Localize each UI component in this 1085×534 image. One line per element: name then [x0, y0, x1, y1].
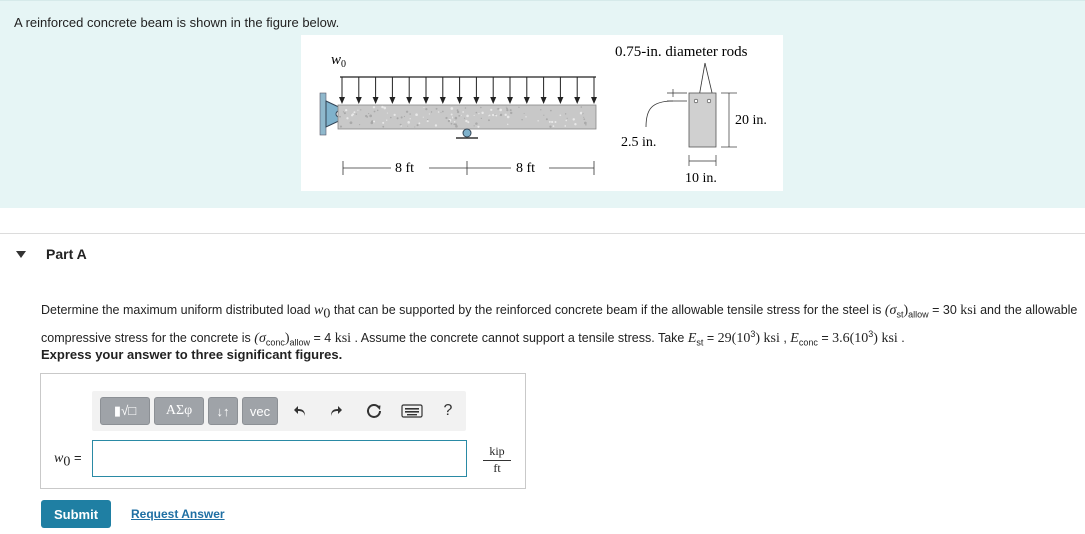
beam-speckle-dot — [521, 119, 522, 120]
beam-speckle-dot — [453, 123, 455, 125]
answer-variable — [54, 450, 82, 471]
beam-speckle-dot — [564, 125, 566, 127]
part-title: Part A — [46, 246, 87, 262]
beam-speckle-dot — [431, 111, 432, 112]
beam-speckle-dot — [359, 124, 360, 125]
problem-w: w — [314, 303, 324, 318]
beam-speckle-dot — [407, 121, 410, 124]
cover-leader — [646, 101, 673, 127]
beam-speckle-dot — [454, 121, 456, 123]
beam-speckle-dot — [583, 117, 584, 118]
beam-speckle-dot — [423, 117, 424, 118]
beam-speckle-dot — [425, 108, 427, 110]
sigma-st-close: ) — [903, 303, 909, 318]
ksi-2: ksi — [334, 330, 352, 346]
request-answer-link[interactable]: Request Answer — [131, 507, 225, 521]
beam-speckle-dot — [374, 111, 376, 113]
beam-speckle-dot — [540, 109, 541, 110]
keyboard-icon[interactable] — [398, 399, 426, 423]
beam-speckle-dot — [553, 125, 555, 127]
beam-speckle-dot — [407, 126, 408, 127]
beam-speckle-dot — [507, 124, 508, 125]
sigma-conc-sub: conc — [265, 337, 285, 348]
beam-speckle-dot — [500, 114, 503, 117]
unit-denominator: ft — [493, 461, 501, 475]
eq-1: = 30 — [928, 303, 961, 317]
e-st: E — [687, 330, 697, 346]
beam-speckle-dot — [415, 113, 418, 116]
beam-speckle-dot — [467, 121, 469, 123]
roller — [463, 129, 471, 137]
beam-speckle-dot — [481, 112, 483, 114]
sigma-conc-close: ) — [284, 330, 290, 346]
beam-speckle-dot — [543, 115, 544, 116]
beam-speckle-dot — [386, 119, 387, 120]
unit-numerator: kip — [483, 444, 511, 461]
beam-speckle-dot — [546, 118, 548, 120]
e-st-close: ) ksi — [755, 330, 780, 346]
span-right-label: 8 ft — [516, 161, 536, 176]
answer-eq: = — [70, 450, 82, 465]
beam-speckle-dot — [429, 113, 430, 114]
load-label: w — [331, 52, 342, 68]
load-arrowhead — [574, 97, 580, 104]
express-instruction: Express your answer to three significant figures. — [41, 347, 343, 362]
part-divider — [0, 233, 1085, 234]
beam-speckle-dot — [340, 126, 342, 128]
load-label-sub: 0 — [341, 59, 346, 70]
rods-leader-1 — [699, 63, 705, 97]
beam-speckle-dot — [436, 108, 438, 110]
beam-speckle-dot — [387, 113, 388, 114]
beam-figure — [301, 35, 783, 191]
load-arrowhead — [591, 97, 597, 104]
load-arrowhead — [473, 97, 479, 104]
e-conc: E — [790, 330, 799, 346]
beam-speckle-dot — [382, 122, 384, 124]
beam-speckle-dot — [518, 107, 519, 108]
problem-text-2: that can be supported by the reinforced concrete beam if the allowable tensile stress for the steel is — [330, 303, 885, 317]
problem-text-1: Determine the maximum uniform distributed load — [41, 303, 315, 317]
beam-speckle-dot — [409, 113, 411, 115]
beam-speckle-dot — [345, 109, 347, 111]
intro-panel — [0, 0, 1085, 208]
beam-speckle-dot — [373, 106, 375, 108]
beam-speckle-dot — [574, 123, 576, 125]
e-st-exp: 3 — [750, 328, 756, 339]
problem-statement — [41, 301, 1081, 352]
load-arrowhead — [457, 97, 463, 104]
beam-speckle-dot — [481, 118, 482, 119]
cross-section — [689, 93, 716, 147]
answer-var: w — [54, 451, 64, 466]
beam-speckle-dot — [494, 114, 495, 115]
vec-button[interactable]: vec — [242, 397, 278, 425]
rods-label: 0.75-in. diameter rods — [615, 44, 748, 60]
beam-speckle-dot — [455, 117, 458, 120]
beam-speckle-dot — [506, 107, 507, 108]
e-conc-sub: conc — [798, 337, 818, 348]
beam-speckle-dot — [488, 119, 490, 121]
rod-1 — [694, 99, 698, 103]
beam-speckle-dot — [524, 113, 525, 114]
beam-speckle-dot — [488, 115, 489, 116]
beam-speckle-dot — [506, 109, 508, 111]
beam-speckle-dot — [369, 115, 372, 118]
beam-speckle-dot — [451, 123, 453, 125]
beam-speckle-dot — [410, 118, 411, 119]
beam-speckle-dot — [477, 126, 479, 128]
beam-speckle-dot — [440, 112, 441, 113]
beam-speckle-dot — [490, 109, 492, 111]
wall — [320, 93, 326, 135]
e-conc-val: 3.6(10 — [832, 330, 869, 346]
beam-speckle-dot — [465, 107, 467, 109]
math-toolbar — [92, 391, 466, 431]
rod-2 — [707, 99, 711, 103]
beam-speckle-dot — [580, 112, 583, 115]
beam-speckle-dot — [497, 108, 498, 109]
beam-speckle-dot — [344, 112, 346, 114]
load-arrowhead — [406, 97, 412, 104]
beam-speckle-dot — [394, 114, 396, 116]
answer-panel — [40, 373, 526, 489]
beam-speckle-dot — [567, 118, 568, 119]
answer-var-sub: 0 — [63, 454, 71, 470]
beam-speckle-dot — [352, 113, 354, 115]
beam-speckle-dot — [565, 120, 567, 122]
intro-text: A reinforced concrete beam is shown in the figure below. — [14, 15, 340, 30]
beam-speckle-dot — [525, 116, 526, 117]
load-arrowhead — [339, 97, 345, 104]
beam-speckle-dot — [474, 115, 475, 116]
undo-icon[interactable] — [288, 399, 312, 423]
beam-speckle-dot — [505, 114, 507, 116]
allow-sub-2: allow — [289, 337, 311, 348]
beam-speckle-dot — [435, 124, 437, 126]
beam-speckle-dot — [357, 110, 358, 111]
problem-w-sub: 0 — [323, 306, 331, 322]
reset-icon[interactable] — [362, 399, 386, 423]
beam-speckle-dot — [499, 109, 502, 112]
beam-speckle-dot — [510, 112, 512, 114]
load-arrowhead — [423, 97, 429, 104]
part-header[interactable] — [14, 246, 87, 262]
beam-speckle-dot — [480, 107, 482, 109]
beam-speckle-dot — [382, 126, 384, 128]
beam-speckle-dot — [475, 122, 478, 125]
beam-speckle-dot — [383, 107, 386, 110]
beam-speckle-dot — [583, 118, 585, 120]
beam-speckle-dot — [465, 120, 467, 122]
load-arrowhead — [507, 97, 513, 104]
beam-speckle-dot — [356, 113, 357, 114]
beam-speckle-dot — [414, 126, 415, 127]
problem-text-4: . Assume the concrete cannot support a tensile stress. Take — [351, 330, 688, 345]
eq-4: = — [817, 330, 833, 345]
beam-speckle-dot — [466, 115, 469, 118]
beam-speckle-dot — [438, 111, 440, 113]
sigma-st-sub: st — [896, 309, 904, 320]
beam-speckle-dot — [339, 116, 341, 118]
beam-speckle-dot — [417, 124, 419, 126]
beam-speckle-dot — [423, 107, 424, 108]
load-arrowhead — [524, 97, 530, 104]
submit-button[interactable]: Submit — [41, 500, 111, 528]
load-arrowhead — [541, 97, 547, 104]
beam-speckle-dot — [461, 115, 462, 116]
beam-speckle-dot — [401, 116, 403, 118]
beam-speckle-dot — [400, 125, 401, 126]
span-left-label: 8 ft — [395, 161, 415, 176]
help-icon[interactable]: ? — [443, 402, 453, 419]
beam-speckle-dot — [464, 118, 465, 119]
beam-speckle-dot — [474, 125, 475, 126]
beam-speckle-dot — [368, 113, 369, 114]
beam-speckle-dot — [554, 121, 556, 123]
greek-button[interactable]: ΑΣφ — [154, 397, 204, 425]
e-st-val: 29(10 — [717, 330, 751, 346]
collapse-triangle-icon[interactable] — [16, 251, 26, 258]
beam-speckle-dot — [365, 115, 367, 117]
load-arrowhead — [557, 97, 563, 104]
beam-speckle-dot — [427, 119, 428, 120]
beam-speckle-dot — [397, 117, 399, 119]
beam-speckle-dot — [573, 118, 575, 120]
beam-speckle-dot — [537, 120, 538, 121]
beam-speckle-dot — [549, 121, 551, 123]
beam-speckle-dot — [476, 112, 478, 114]
beam-speckle-dot — [373, 120, 375, 122]
answer-input[interactable] — [92, 440, 467, 477]
beam-speckle-dot — [550, 110, 552, 112]
beam-speckle-dot — [381, 106, 384, 109]
beam-speckle-dot — [510, 109, 512, 111]
cover-label: 2.5 in. — [621, 135, 657, 150]
beam-speckle-dot — [551, 121, 553, 123]
eq-3: = — [703, 330, 718, 345]
arrows-button[interactable]: ↓↑ — [208, 397, 238, 425]
beam-speckle-dot — [457, 111, 459, 113]
beam-speckle-dot — [549, 126, 551, 128]
load-arrowhead — [389, 97, 395, 104]
beam-speckle-dot — [478, 113, 479, 114]
beam-speckle-dot — [457, 109, 459, 111]
beam-speckle-dot — [442, 111, 444, 113]
load-arrowhead — [490, 97, 496, 104]
e-conc-close: ) ksi — [873, 330, 898, 346]
problem-end: . — [897, 330, 905, 345]
beam-speckle-dot — [427, 120, 429, 122]
beam-speckle-dot — [406, 111, 408, 113]
beam-speckle-dot — [445, 117, 447, 119]
beam-diagram — [301, 35, 783, 191]
problem-text-3: and the allowable compressive stress for the concrete is — [41, 303, 1078, 345]
beam-speckle-dot — [346, 117, 348, 119]
beam-speckle-dot — [507, 116, 510, 119]
sigma-st-open: (σ — [884, 303, 897, 318]
sigma-conc-open: (σ — [254, 330, 266, 346]
beam-speckle-dot — [353, 111, 355, 113]
allow-sub-1: allow — [908, 309, 929, 320]
ksi-1: ksi — [960, 303, 977, 318]
beam-speckle-dot — [581, 106, 583, 108]
beam-speckle-dot — [451, 114, 453, 116]
load-arrowhead — [440, 97, 446, 104]
height-label: 20 in. — [735, 113, 767, 128]
beam-speckle-dot — [462, 111, 464, 113]
beam-speckle-dot — [585, 124, 586, 125]
beam-speckle-dot — [343, 111, 344, 112]
e-conc-exp: 3 — [868, 328, 874, 339]
beam-speckle-dot — [350, 121, 353, 124]
rods-leader-2 — [705, 63, 713, 97]
e-st-sub: st — [696, 337, 704, 348]
beam-speckle-dot — [404, 116, 405, 117]
beam-speckle-dot — [418, 122, 420, 124]
beam-speckle-dot — [390, 117, 392, 119]
load-arrows — [339, 77, 597, 104]
load-arrowhead — [373, 97, 379, 104]
beam-speckle-dot — [565, 113, 566, 114]
beam-speckle-dot — [584, 122, 587, 125]
width-label: 10 in. — [685, 171, 717, 186]
beam-speckle-dot — [452, 117, 453, 118]
eq-2: = 4 — [310, 330, 335, 345]
beam-speckle-dot — [450, 107, 453, 110]
beam-speckle-dot — [448, 120, 450, 122]
beam-speckle-dot — [377, 110, 378, 111]
beam-speckle-dot — [360, 109, 361, 110]
redo-icon[interactable] — [324, 399, 348, 423]
beam-speckle-dot — [495, 115, 497, 117]
beam-speckle-dot — [559, 114, 561, 116]
templates-button[interactable]: ▮√□ — [100, 397, 150, 425]
beam-speckle-dot — [458, 115, 460, 117]
comma: , — [779, 330, 791, 345]
load-arrowhead — [356, 97, 362, 104]
beam-speckle-dot — [492, 114, 494, 116]
beam-speckle-dot — [455, 125, 458, 128]
answer-unit — [483, 444, 511, 476]
